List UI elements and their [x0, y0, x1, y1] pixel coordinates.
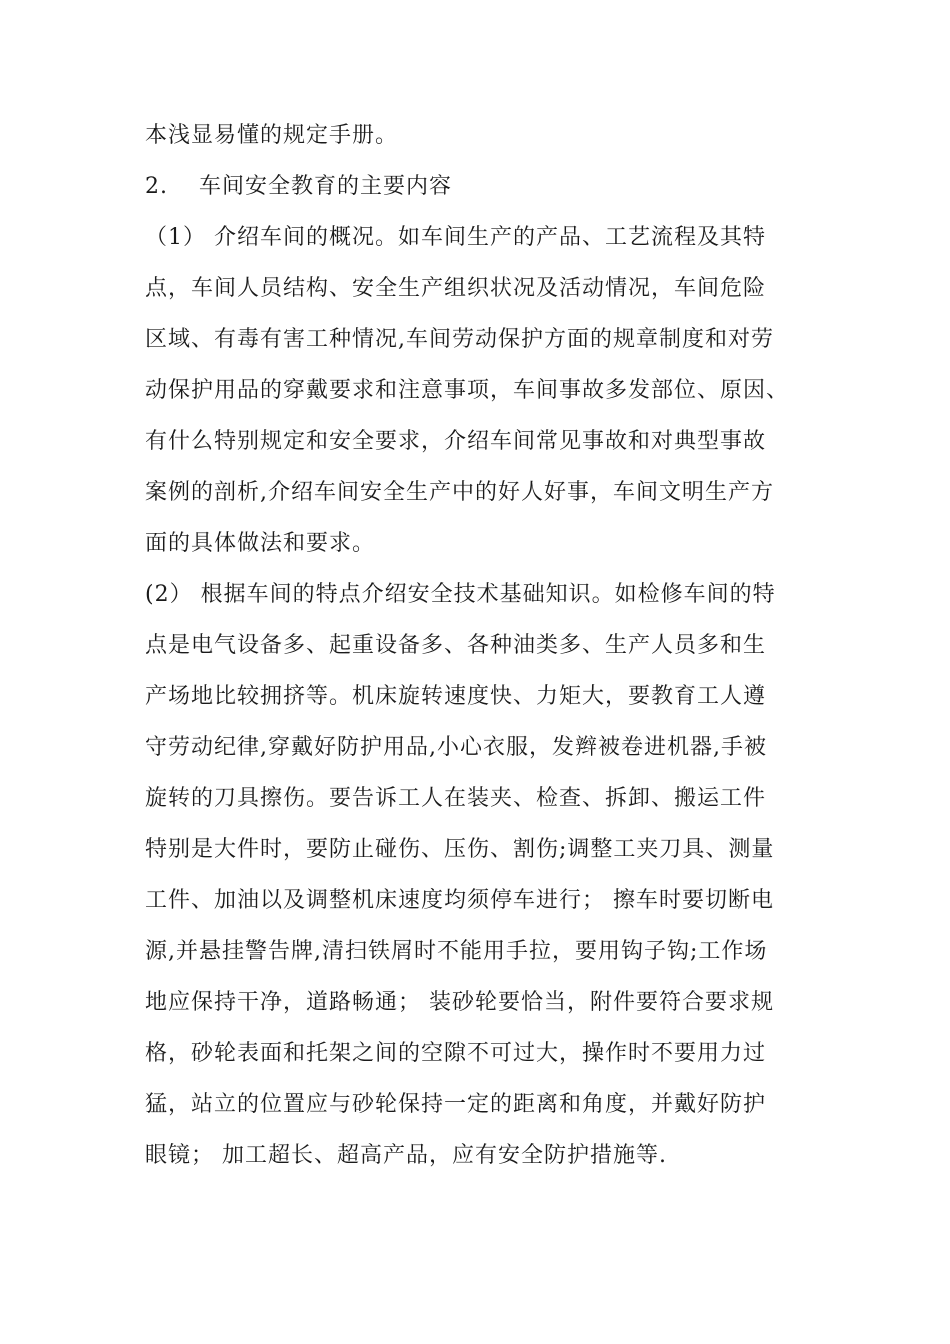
- text-line: 产场地比较拥挤等。机床旋转速度快、力矩大，要教育工人遵: [145, 684, 767, 709]
- text-line: 有什么特别规定和安全要求，介绍车间常见事故和对典型事故: [145, 429, 767, 454]
- text-line: 地应保持干净，道路畅通； 装砂轮要恰当，附件要符合要求规: [145, 990, 774, 1015]
- text-line: 案例的剖析,介绍车间安全生产中的好人好事，车间文明生产方: [145, 480, 774, 505]
- text-line: 点，车间人员结构、安全生产组织状况及活动情况，车间危险: [145, 276, 767, 301]
- text-line: 特别是大件时，要防止碰伤、压伤、割伤;调整工夹刀具、测量: [145, 837, 775, 862]
- text-line: 旋转的刀具擦伤。要告诉工人在装夹、检查、拆卸、搬运工件: [145, 786, 767, 811]
- text-line: （1） 介绍车间的概况。如车间生产的产品、工艺流程及其特: [145, 225, 766, 250]
- text-line: 源,并悬挂警告牌,清扫铁屑时不能用手拉，要用钩子钩;工作场: [145, 939, 768, 964]
- text-line: 工件、加油以及调整机床速度均须停车进行； 擦车时要切断电: [145, 888, 774, 913]
- text-line: 点是电气设备多、起重设备多、各种油类多、生产人员多和生: [145, 633, 767, 658]
- text-line: 格，砂轮表面和托架之间的空隙不可过大，操作时不要用力过: [145, 1041, 767, 1066]
- text-line: 眼镜； 加工超长、超高产品，应有安全防护措施等.: [145, 1143, 667, 1168]
- text-line: 猛，站立的位置应与砂轮保持一定的距离和角度，并戴好防护: [145, 1092, 767, 1117]
- text-line: 守劳动纪律,穿戴好防护用品,小心衣服，发辫被卷进机器,手被: [145, 735, 767, 760]
- text-line: 区域、有毒有害工种情况,车间劳动保护方面的规章制度和对劳: [145, 327, 774, 352]
- text-line: 动保护用品的穿戴要求和注意事项，车间事故多发部位、原因、: [145, 378, 790, 403]
- text-line: 本浅显易懂的规定手册。: [145, 123, 399, 148]
- text-line: 面的具体做法和要求。: [145, 531, 376, 556]
- section-heading: 2. 车间安全教育的主要内容: [145, 174, 452, 199]
- text-line: (2） 根据车间的特点介绍安全技术基础知识。如检修车间的特: [145, 582, 776, 607]
